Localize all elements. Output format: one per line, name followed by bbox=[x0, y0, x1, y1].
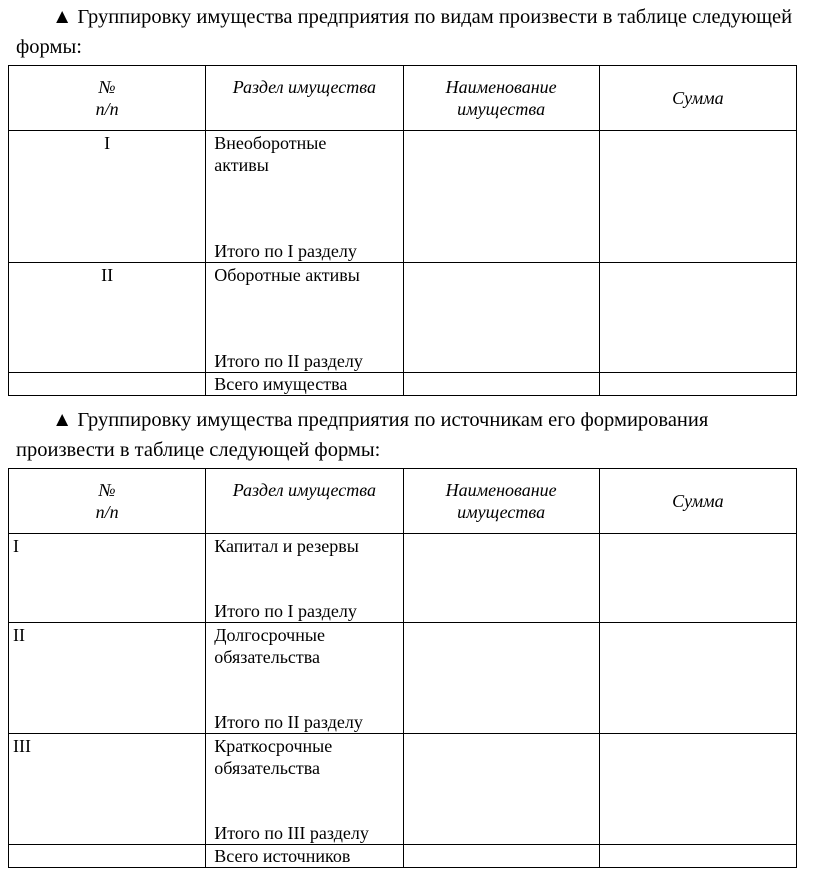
header-sum-label: Сумма bbox=[672, 491, 724, 511]
table-row bbox=[9, 623, 797, 734]
section-total: Итого по II разделу bbox=[214, 712, 363, 732]
header-name-line1: Наименование bbox=[445, 480, 557, 500]
section-title bbox=[214, 734, 398, 779]
header-section-label: Раздел имущества bbox=[232, 480, 376, 500]
section-total: Итого по I разделу bbox=[214, 241, 357, 261]
row-name-cell[interactable] bbox=[403, 623, 599, 734]
header-num bbox=[9, 469, 206, 534]
section-total: Итого по I разделу bbox=[214, 601, 357, 621]
header-num-line1: № bbox=[98, 77, 116, 97]
grand-total-sum-cell[interactable] bbox=[599, 845, 796, 868]
assets-by-type-table bbox=[8, 65, 797, 396]
section-title bbox=[214, 131, 398, 176]
table-row bbox=[9, 734, 797, 845]
section-total: Итого по II разделу bbox=[214, 351, 363, 371]
grand-total-label: Всего имущества bbox=[206, 373, 403, 396]
row-sum-cell[interactable] bbox=[599, 131, 796, 263]
row-num: II bbox=[9, 263, 206, 373]
section-title-line1: Внеоборотные bbox=[214, 133, 327, 153]
grand-total-name-cell[interactable] bbox=[403, 373, 599, 396]
row-section bbox=[206, 623, 403, 734]
triangle-bullet-icon: ▲ bbox=[52, 6, 73, 28]
header-name bbox=[403, 469, 599, 534]
table-header-row bbox=[9, 66, 797, 131]
grand-total-sum-cell[interactable] bbox=[599, 373, 796, 396]
grand-total-num-cell bbox=[9, 373, 206, 396]
grand-total-label: Всего источников bbox=[206, 845, 403, 868]
row-num: III bbox=[9, 734, 206, 845]
section-title-line1: Долгосрочные bbox=[214, 625, 325, 645]
header-section bbox=[206, 66, 403, 131]
section-title-line2: обязательства bbox=[214, 647, 321, 667]
grand-total-name-cell[interactable] bbox=[403, 845, 599, 868]
section-title-line2: обязательства bbox=[214, 758, 321, 778]
assets-by-source-table bbox=[8, 468, 797, 868]
header-section-label: Раздел имущества bbox=[232, 77, 376, 97]
intro-paragraph-2 bbox=[16, 405, 806, 465]
triangle-bullet-icon: ▲ bbox=[52, 409, 73, 431]
table-header-row bbox=[9, 469, 797, 534]
row-section bbox=[206, 734, 403, 845]
row-section bbox=[206, 131, 403, 263]
header-name-line2: имущества bbox=[457, 99, 546, 119]
table-row bbox=[9, 263, 797, 373]
grand-total-num-cell bbox=[9, 845, 206, 868]
section-title-line2: активы bbox=[214, 155, 269, 175]
row-name-cell[interactable] bbox=[403, 263, 599, 373]
row-sum-cell[interactable] bbox=[599, 263, 796, 373]
intro-paragraph-1 bbox=[16, 2, 806, 62]
row-name-cell[interactable] bbox=[403, 534, 599, 623]
section-title: Оборотные активы bbox=[214, 265, 360, 285]
row-section bbox=[206, 263, 403, 373]
header-sum-label: Сумма bbox=[672, 88, 724, 108]
section-title: Капитал и резервы bbox=[214, 536, 359, 556]
header-num-line2: п/п bbox=[95, 99, 119, 119]
row-num: II bbox=[9, 623, 206, 734]
row-sum-cell[interactable] bbox=[599, 623, 796, 734]
row-num: I bbox=[9, 131, 206, 263]
row-name-cell[interactable] bbox=[403, 734, 599, 845]
header-name-line1: Наименование bbox=[445, 77, 557, 97]
grand-total-row bbox=[9, 845, 797, 868]
header-num bbox=[9, 66, 206, 131]
header-section bbox=[206, 469, 403, 534]
header-num-line2: п/п bbox=[95, 502, 119, 522]
intro-text-2: Группировку имущества предприятия по источникам его формирования произвести в таблице следующей формы: bbox=[16, 409, 709, 461]
row-sum-cell[interactable] bbox=[599, 734, 796, 845]
section-title bbox=[214, 623, 398, 668]
header-num-line1: № bbox=[98, 480, 116, 500]
intro-text-1: Группировку имущества предприятия по видам произвести в таблице следующей формы: bbox=[16, 6, 793, 58]
row-num: I bbox=[9, 534, 206, 623]
table-row bbox=[9, 131, 797, 263]
table-row bbox=[9, 534, 797, 623]
section-total: Итого по III разделу bbox=[214, 823, 369, 843]
row-sum-cell[interactable] bbox=[599, 534, 796, 623]
grand-total-row bbox=[9, 373, 797, 396]
header-sum bbox=[599, 469, 796, 534]
header-name-line2: имущества bbox=[457, 502, 546, 522]
row-section bbox=[206, 534, 403, 623]
section-title-line1: Краткосрочные bbox=[214, 736, 333, 756]
header-name bbox=[403, 66, 599, 131]
row-name-cell[interactable] bbox=[403, 131, 599, 263]
header-sum bbox=[599, 66, 796, 131]
